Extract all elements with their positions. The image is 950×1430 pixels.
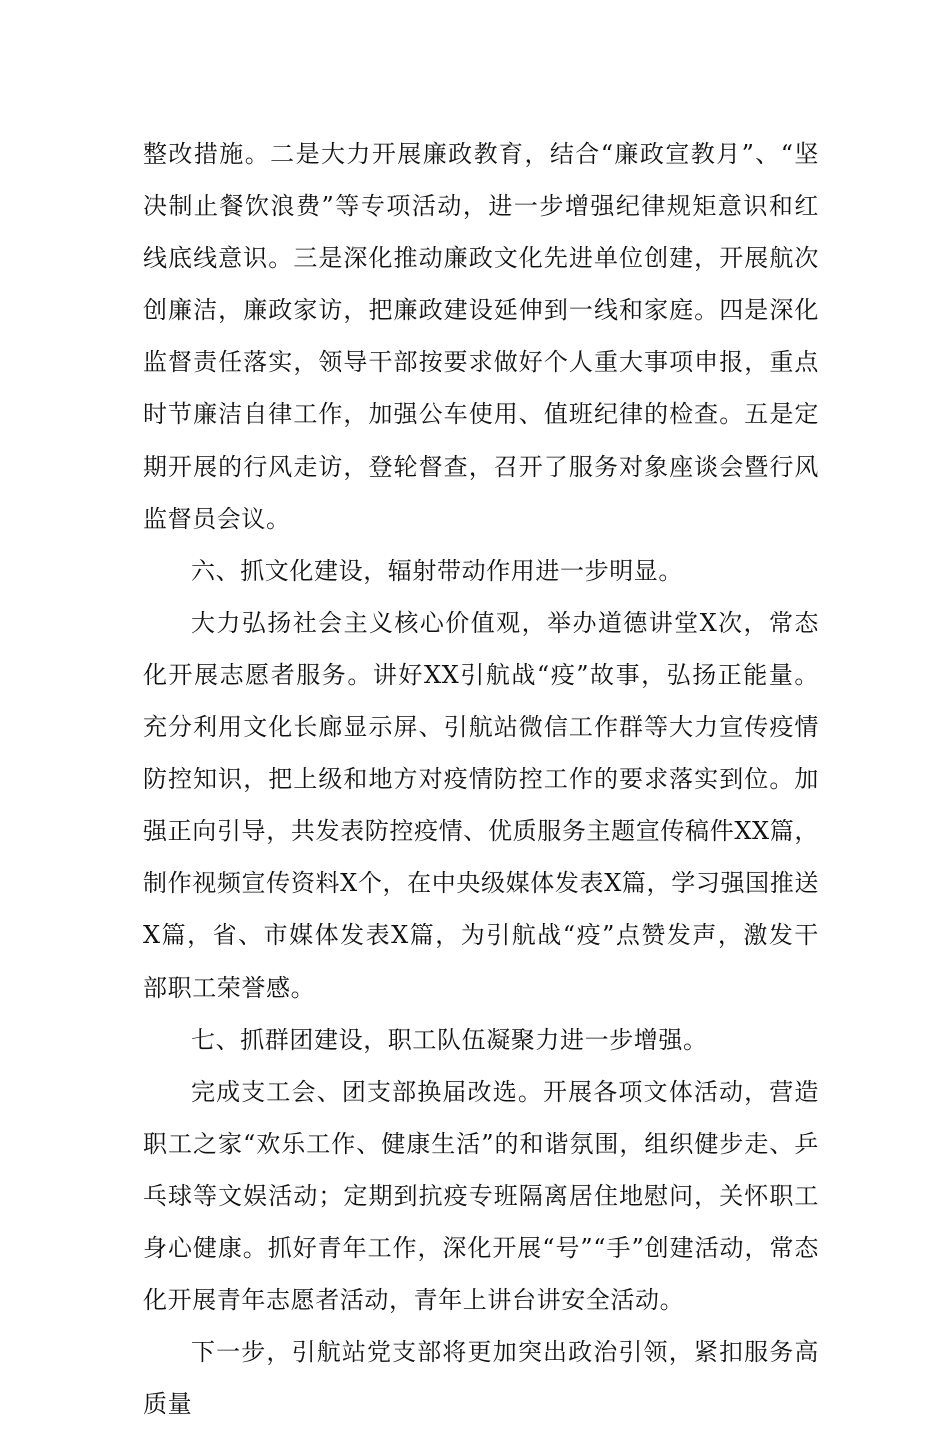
paragraph-group-building: 完成支工会、团支部换届改选。开展各项文体活动，营造职工之家“欢乐工作、健康生活”的和谐氛围，组织健步走、乒乓球等文娱活动；定期到抗疫专班隔离居住地慰问，关怀职工身心健康。抓好青年工作，深化开展“号”“手”创建活动，常态化开展青年志愿者活动，青年上讲台讲安全活动。 [143,1077,819,1315]
heading-group-building: 七、抓群团建设，职工队伍凝聚力进一步增强。 [191,1025,708,1054]
heading-culture-building: 六、抓文化建设，辐射带动作用进一步明显。 [191,556,683,585]
paragraph-rectification: 整改措施。二是大力开展廉政教育，结合“廉政宣教月”、“坚决制止餐饮浪费”等专项活动，进一步增强纪律规矩意识和红线底线意识。三是深化推动廉政文化先进单位创建，开展航次创廉洁，廉政家访，把廉政建设延伸到一线和家庭。四是深化监督责任落实，领导干部按要求做好个人重大事项申报，重点时节廉洁自律工作，加强公车使用、值班纪律的检查。五是定期开展的行风走访，登轮督查，召开了服务对象座谈会暨行风监督员会议。 [143,140,819,533]
document-body [143,128,819,1430]
paragraph-culture-building: 大力弘扬社会主义核心价值观，举办道德讲堂X次，常态化开展志愿者服务。讲好XX引航战“疫”故事，弘扬正能量。充分利用文化长廊显示屏、引航站微信工作群等大力宣传疫情防控知识，把上级和地方对疫情防控工作的要求落实到位。加强正向引导，共发表防控疫情、优质服务主题宣传稿件XX篇，制作视频宣传资料X个，在中央级媒体发表X篇，学习强国推送X篇，省、市媒体发表X篇，为引航战“疫”点赞发声，激发干部职工荣誉感。 [143,608,819,1002]
paragraph-next-step: 下一步，引航站党支部将更加突出政治引领，紧扣服务高质量 [143,1338,819,1419]
